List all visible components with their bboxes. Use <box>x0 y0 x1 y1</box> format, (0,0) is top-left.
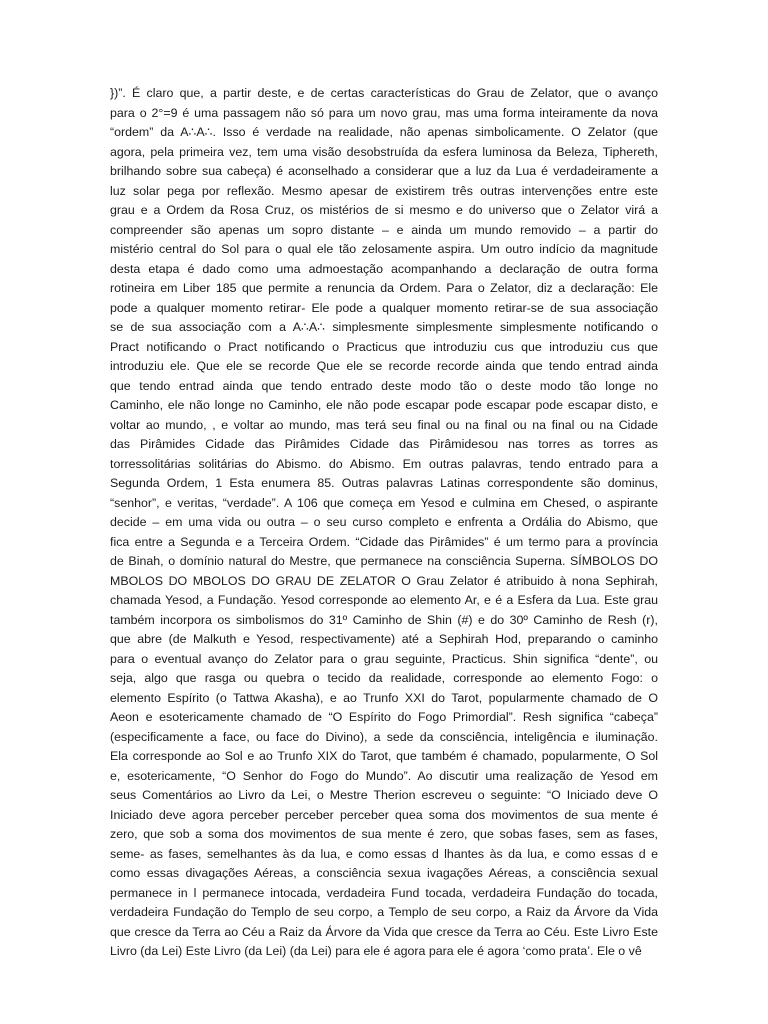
text-line: das Pirâmides Cidade das Pirâmides Cidade das Pirâmidesou nas torres as torres as <box>110 437 658 451</box>
text-line: rotineira em Liber 185 que permite a renuncia da Ordem. Para o Zelator, diz a declaração: Ele <box>110 281 658 295</box>
text-line: “ordem” da A∴A∴. Isso é verdade na realidade, não apenas simbolicamente. O Zelator (que <box>110 125 658 139</box>
text-line: decide – em uma vida ou outra – o seu curso completo e enfrenta a Ordália do Abismo, que <box>110 515 658 529</box>
text-line: que abre (de Malkuth e Yesod, respectivamente) até a Sephirah Hod, preparando o caminho <box>110 632 658 646</box>
text-line: Segunda Ordem, 1 Esta enumera 85. Outras palavras Latinas correspondente são dominus, <box>110 476 658 490</box>
text-line: torressolitárias solitárias do Abismo. do Abismo. Em outras palavras, tendo entrado para a <box>110 456 658 471</box>
text-line: permanece in l permanece intocada, verdadeira Fund tocada, verdadeira Fundação do tocada, <box>110 885 658 900</box>
text-line: MBOLOS DO MBOLOS DO GRAU DE ZELATOR O Grau Zelator é atribuido à nona Sephirah, <box>110 573 658 588</box>
text-line: Pract notificando o Pract notificando o Practicus que introduziu cus que introduziu cus que <box>110 339 658 354</box>
text-line: para o eventual avanço do Zelator para o grau seguinte, Practicus. Shin significa “dente”, ou <box>110 651 658 666</box>
text-line: introduziu ele. Que ele se recorde Que ele se recorde recorde ainda que tendo entrad ainda <box>110 359 658 373</box>
text-line: chamada Yesod, a Fundação. Yesod corresponde ao elemento Ar, e é a Esfera da Lua. Este grau <box>110 593 658 607</box>
text-line: seus Comentários ao Livro da Lei, o Mestre Therion escreveu o seguinte: “O Iniciado deve O <box>110 788 658 802</box>
text-line: agora, pela primeira vez, tem uma visão desobstruída da esfera luminosa da Beleza, Tiphereth, <box>110 144 658 159</box>
text-line: zero, que sob a soma dos movimentos de sua mente é zero, que sobas fases, sem as fases, <box>110 827 658 841</box>
text-line: para o 2°=9 é uma passagem não só para um novo grau, mas uma forma inteiramente da nova <box>110 105 658 120</box>
text-line: fica entre a Segunda e a Terceira Ordem. “Cidade das Pirâmides” é um termo para a província <box>110 534 658 549</box>
text-line: de Binah, o domínio natural do Mestre, que permanece na consciência Superna. SÍMBOLOS DO <box>110 554 658 568</box>
text-line: seja, algo que rasga ou quebra o tecido da realidade, corresponde ao elemento Fogo: o <box>110 671 658 685</box>
text-line: Iniciado deve agora perceber perceber perceber quea soma dos movimentos de sua mente é <box>110 807 658 822</box>
text-line: mistério central do Sol para o qual ele tão zelosamente aspira. Um outro indício da magnitude <box>110 242 658 256</box>
text-line: que tendo entrad ainda que tendo entrado deste modo tão o deste modo tão longe no <box>110 378 658 393</box>
text-line: como essas divagações Aéreas, a consciência sexua ivagações Aéreas, a consciência sexual <box>110 866 658 880</box>
text-line: grau e a Ordem da Rosa Cruz, os mistérios de si mesmo e do universo que o Zelator virá a <box>110 203 658 217</box>
text-line: Caminho, ele não longe no Caminho, ele não pode escapar pode escapar pode escapar disto, e <box>110 398 658 412</box>
text-line: se de sua associação com a A∴A∴ simplesmente simplesmente simplesmente notificando o <box>110 320 658 334</box>
text-line: que cresce da Terra ao Céu a Raiz da Árvore da Vida que cresce da Terra ao Céu. Este Livro Este <box>110 924 658 939</box>
text-line: Aeon e esotericamente chamado de “O Espírito do Fogo Primordial”. Resh significa “cabeça” <box>110 710 658 724</box>
text-line: Ela corresponde ao Sol e ao Trunfo XIX do Tarot, que também é chamado, popularmente, O Sol <box>110 749 658 763</box>
text-line: “senhor”, e veritas, “verdade”. A 106 que começa em Yesod e culmina em Chesed, o aspirante <box>110 495 658 510</box>
document-page <box>110 84 658 962</box>
text-line: pode a qualquer momento retirar- Ele pode a qualquer momento retirar-se de sua associação <box>110 300 658 315</box>
text-line: luz solar pega por reflexão. Mesmo apesar de existirem três outras intervenções entre este <box>110 183 658 198</box>
text-line: verdadeira Fundação do Templo de seu corpo, a Templo de seu corpo, a Raiz da Árvore da Vida <box>110 905 658 919</box>
text-line: seme- as fases, semelhantes às da lua, e como essas d lhantes às da lua, e como essas d e <box>110 846 658 861</box>
text-line: também incorpora os simbolismos do 31º Caminho de Shin (#) e do 30º Caminho de Resh (r), <box>110 612 658 627</box>
text-line: desta etapa é dado como uma admoestação acompanhando a declaração de outra forma <box>110 261 658 276</box>
text-line: brilhando sobre sua cabeça) é aconselhado a considerar que a luz da Lua é verdadeiramente a <box>110 164 658 178</box>
text-line: voltar ao mundo, , e voltar ao mundo, mas terá seu final ou na final ou na final ou na Cidade <box>110 417 658 432</box>
text-line: compreender são apenas um sopro distante – e ainda um mundo removido – a partir do <box>110 222 658 237</box>
text-line: })”. É claro que, a partir deste, e de certas características do Grau de Zelator, que o avanço <box>110 86 658 100</box>
text-line: e, esotericamente, “O Senhor do Fogo do Mundo”. Ao discutir uma realização de Yesod em <box>110 768 658 783</box>
text-line: Livro (da Lei) Este Livro (da Lei) (da Lei) para ele é agora para ele é agora ‘como prata’. Ele o vê <box>110 944 642 958</box>
text-line: elemento Espírito (o Tattwa Akasha), e ao Trunfo XXI do Tarot, popularmente chamado de O <box>110 690 658 705</box>
text-line: (especificamente a face, ou face do Divino), a sede da consciência, inteligência e iluminação. <box>110 729 658 744</box>
